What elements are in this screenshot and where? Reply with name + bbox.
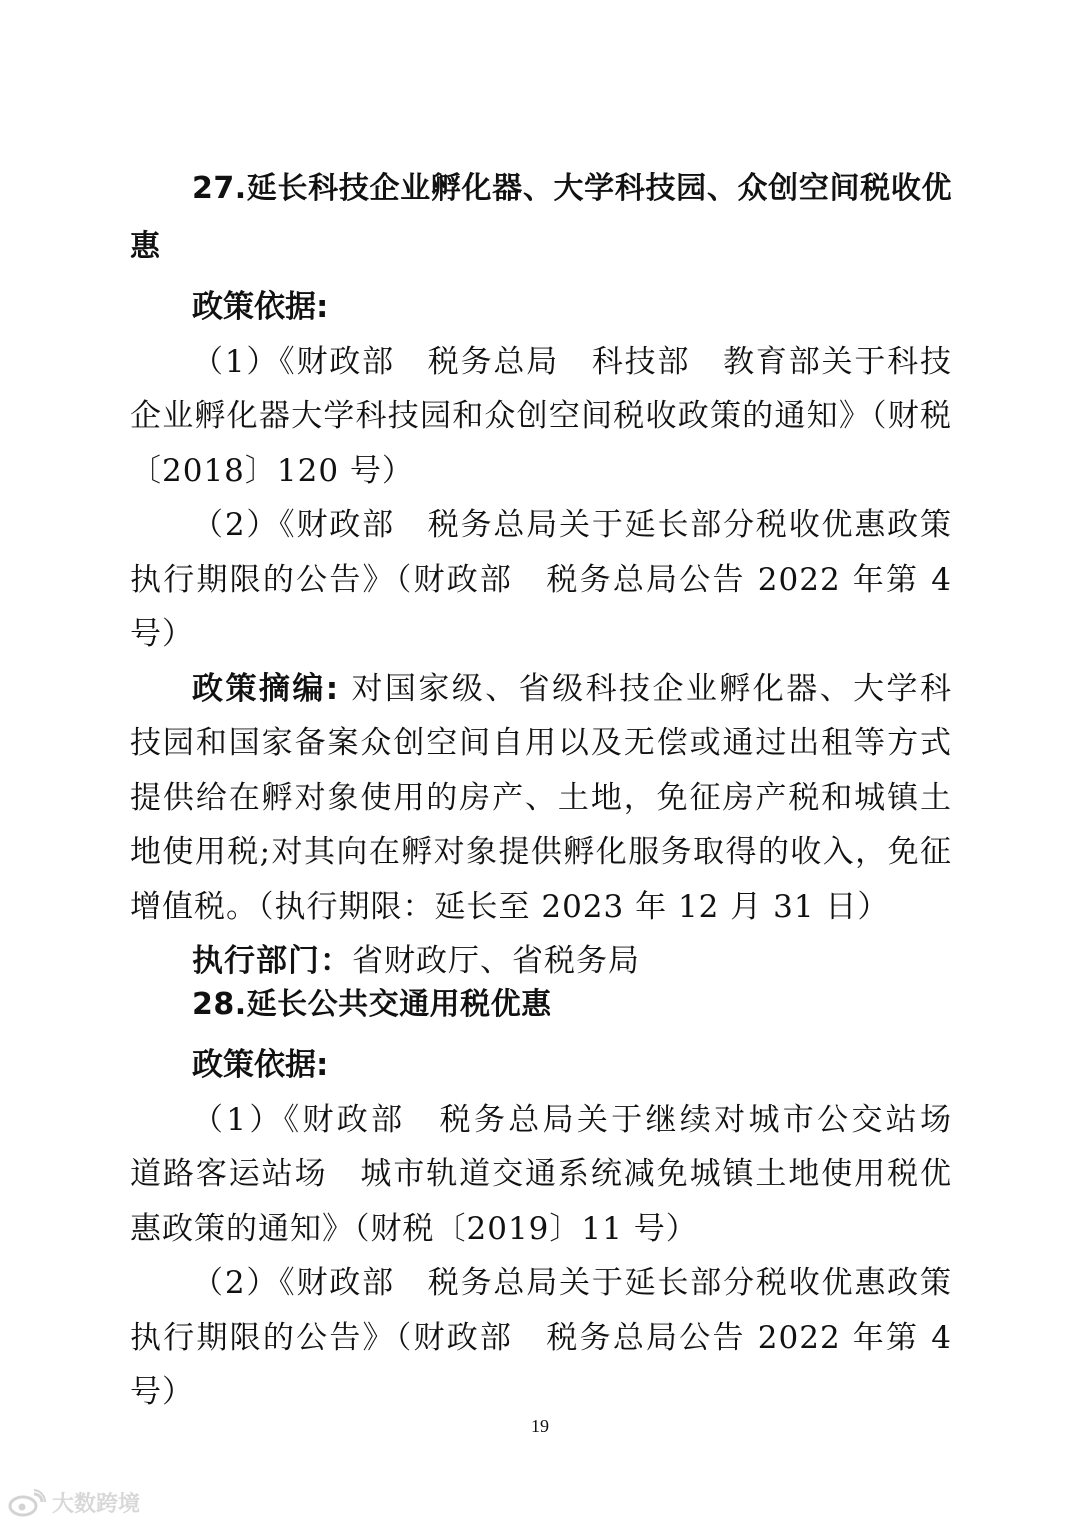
policy-summary-text: 对国家级、省级科技企业孵化器、大学科技园和国家备案众创空间自用以及无偿或通过出租等方式提供给在孵对象使用的房产、土地，免征房产税和城镇土地使用税;对其向在孵对象提供孵化服务取得的收入，免征增值税。（执行期限：延长至 2023 年 12 月 31 日） [130,670,952,925]
executing-department-text: 省财政厅、省税务局 [352,943,640,979]
weibo-logo-icon [8,1489,46,1517]
policy-section-28 [130,976,984,1420]
policy-basis-heading [130,280,952,335]
policy-basis-item-2: （2）《财政部 税务总局关于延长部分税收优惠政策执行期限的公告》（财政部 税务总局公告 2022 年第 4 号） [130,1265,952,1410]
executing-department-label: 执行部门： [192,943,352,979]
page-number: 19 [531,1416,549,1436]
policy-summary-label: 政策摘编: [192,670,340,707]
watermark-text: 大数跨境 [52,1492,141,1517]
policy-basis-item-2: （2）《财政部 税务总局关于延长部分税收优惠政策执行期限的公告》（财政部 税务总局公告 2022 年第 4 号） [130,507,952,652]
policy-summary [130,662,952,935]
section-title: 27.延长科技企业孵化器、大学科技园、众创空间税收优惠 [130,171,952,264]
policy-basis-label: 政策依据: [192,1047,329,1083]
watermark [8,1487,140,1518]
section-title: 28.延长公共交通用税优惠 [192,987,552,1022]
policy-basis-item-1: （1）《财政部 税务总局关于继续对城市公交站场 道路客运站场 城市轨道交通系统减免城镇土地使用税优惠政策的通知》（财税〔2019〕11 号） [130,1101,984,1247]
policy-section-27 [130,160,952,989]
policy-basis-item-1: （1）《财政部 税务总局 科技部 教育部关于科技企业孵化器大学科技园和众创空间税收政策的通知》（财税〔2018〕120 号） [130,343,952,489]
policy-basis-label: 政策依据: [192,289,329,325]
policy-basis-heading [130,1038,952,1093]
